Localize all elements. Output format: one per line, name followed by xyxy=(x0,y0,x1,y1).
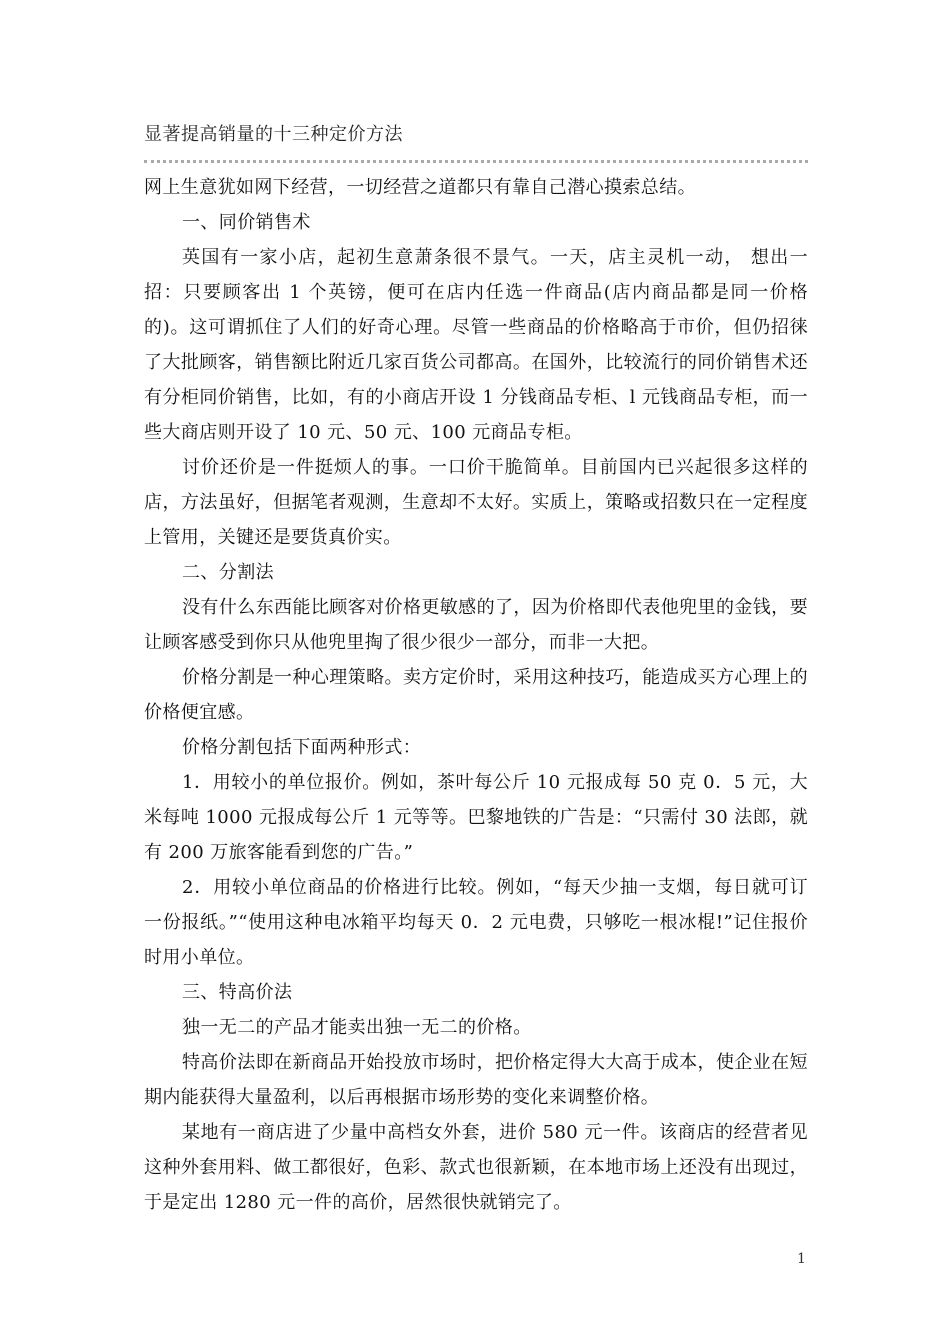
list-item: 1．用较小的单位报价。例如，茶叶每公斤 10 元报成每 50 克 0．5 元，大米每吨 1000 元报成每公斤 1 元等等。巴黎地铁的广告是：“只需付 30 法郎，就有 200 万旅客能看到您的广告。” xyxy=(144,772,808,863)
paragraph: 某地有一商店进了少量中高档女外套，进价 580 元一件。该商店的经营者见这种外套用料、做工都很好，色彩、款式也很新颖，在本地市场上还没有出现过，于是定出 1280 元一件的高价，居然很快就销完了。 xyxy=(144,1122,808,1213)
paragraph: 独一无二的产品才能卖出独一无二的价格。 xyxy=(182,1017,532,1038)
page-number: 1 xyxy=(797,1251,806,1267)
title-divider xyxy=(144,160,808,163)
document-title: 显著提高销量的十三种定价方法 xyxy=(144,124,403,145)
paragraph: 价格分割包括下面两种形式： xyxy=(182,737,422,758)
paragraph: 价格分割是一种心理策略。卖方定价时，采用这种技巧，能造成买方心理上的价格便宜感。 xyxy=(144,667,808,723)
section-heading-2: 二、分割法 xyxy=(182,562,274,583)
paragraph: 没有什么东西能比顾客对价格更敏感的了，因为价格即代表他兜里的金钱，要让顾客感受到你只从他兜里掏了很少很少一部分，而非一大把。 xyxy=(144,597,808,653)
intro-paragraph: 网上生意犹如网下经营，一切经营之道都只有靠自己潜心摸索总结。 xyxy=(144,177,696,198)
paragraph: 特高价法即在新商品开始投放市场时，把价格定得大大高于成本，使企业在短期内能获得大量盈利，以后再根据市场形势的变化来调整价格。 xyxy=(144,1052,808,1108)
section-heading-3: 三、特高价法 xyxy=(182,982,293,1003)
document-body xyxy=(144,170,808,1220)
section-heading-1: 一、同价销售术 xyxy=(182,212,311,233)
list-item: 2．用较小单位商品的价格进行比较。例如，“每天少抽一支烟，每日就可订一份报纸。”“使用这种电冰箱平均每天 0．2 元电费，只够吃一根冰棍!”记住报价时用小单位。 xyxy=(144,877,808,968)
paragraph: 英国有一家小店，起初生意萧条很不景气。一天，店主灵机一动， 想出一招：只要顾客出 1 个英镑，便可在店内任选一件商品(店内商品都是同一价格的)。这可谓抓住了人们的好奇心理。尽管一些商品的价格略高于市价，但仍招徕了大批顾客，销售额比附近几家百货公司都高。在国外，比较流行的同价销售术还有分柜同价销售，比如，有的小商店开设 1 分钱商品专柜、l 元钱商品专柜，而一些大商店则开设了 10 元、50 元、100 元商品专柜。 xyxy=(144,247,808,443)
paragraph: 讨价还价是一件挺烦人的事。一口价干脆简单。目前国内已兴起很多这样的店，方法虽好，但据笔者观测，生意却不太好。实质上，策略或招数只在一定程度上管用，关键还是要货真价实。 xyxy=(144,457,808,548)
